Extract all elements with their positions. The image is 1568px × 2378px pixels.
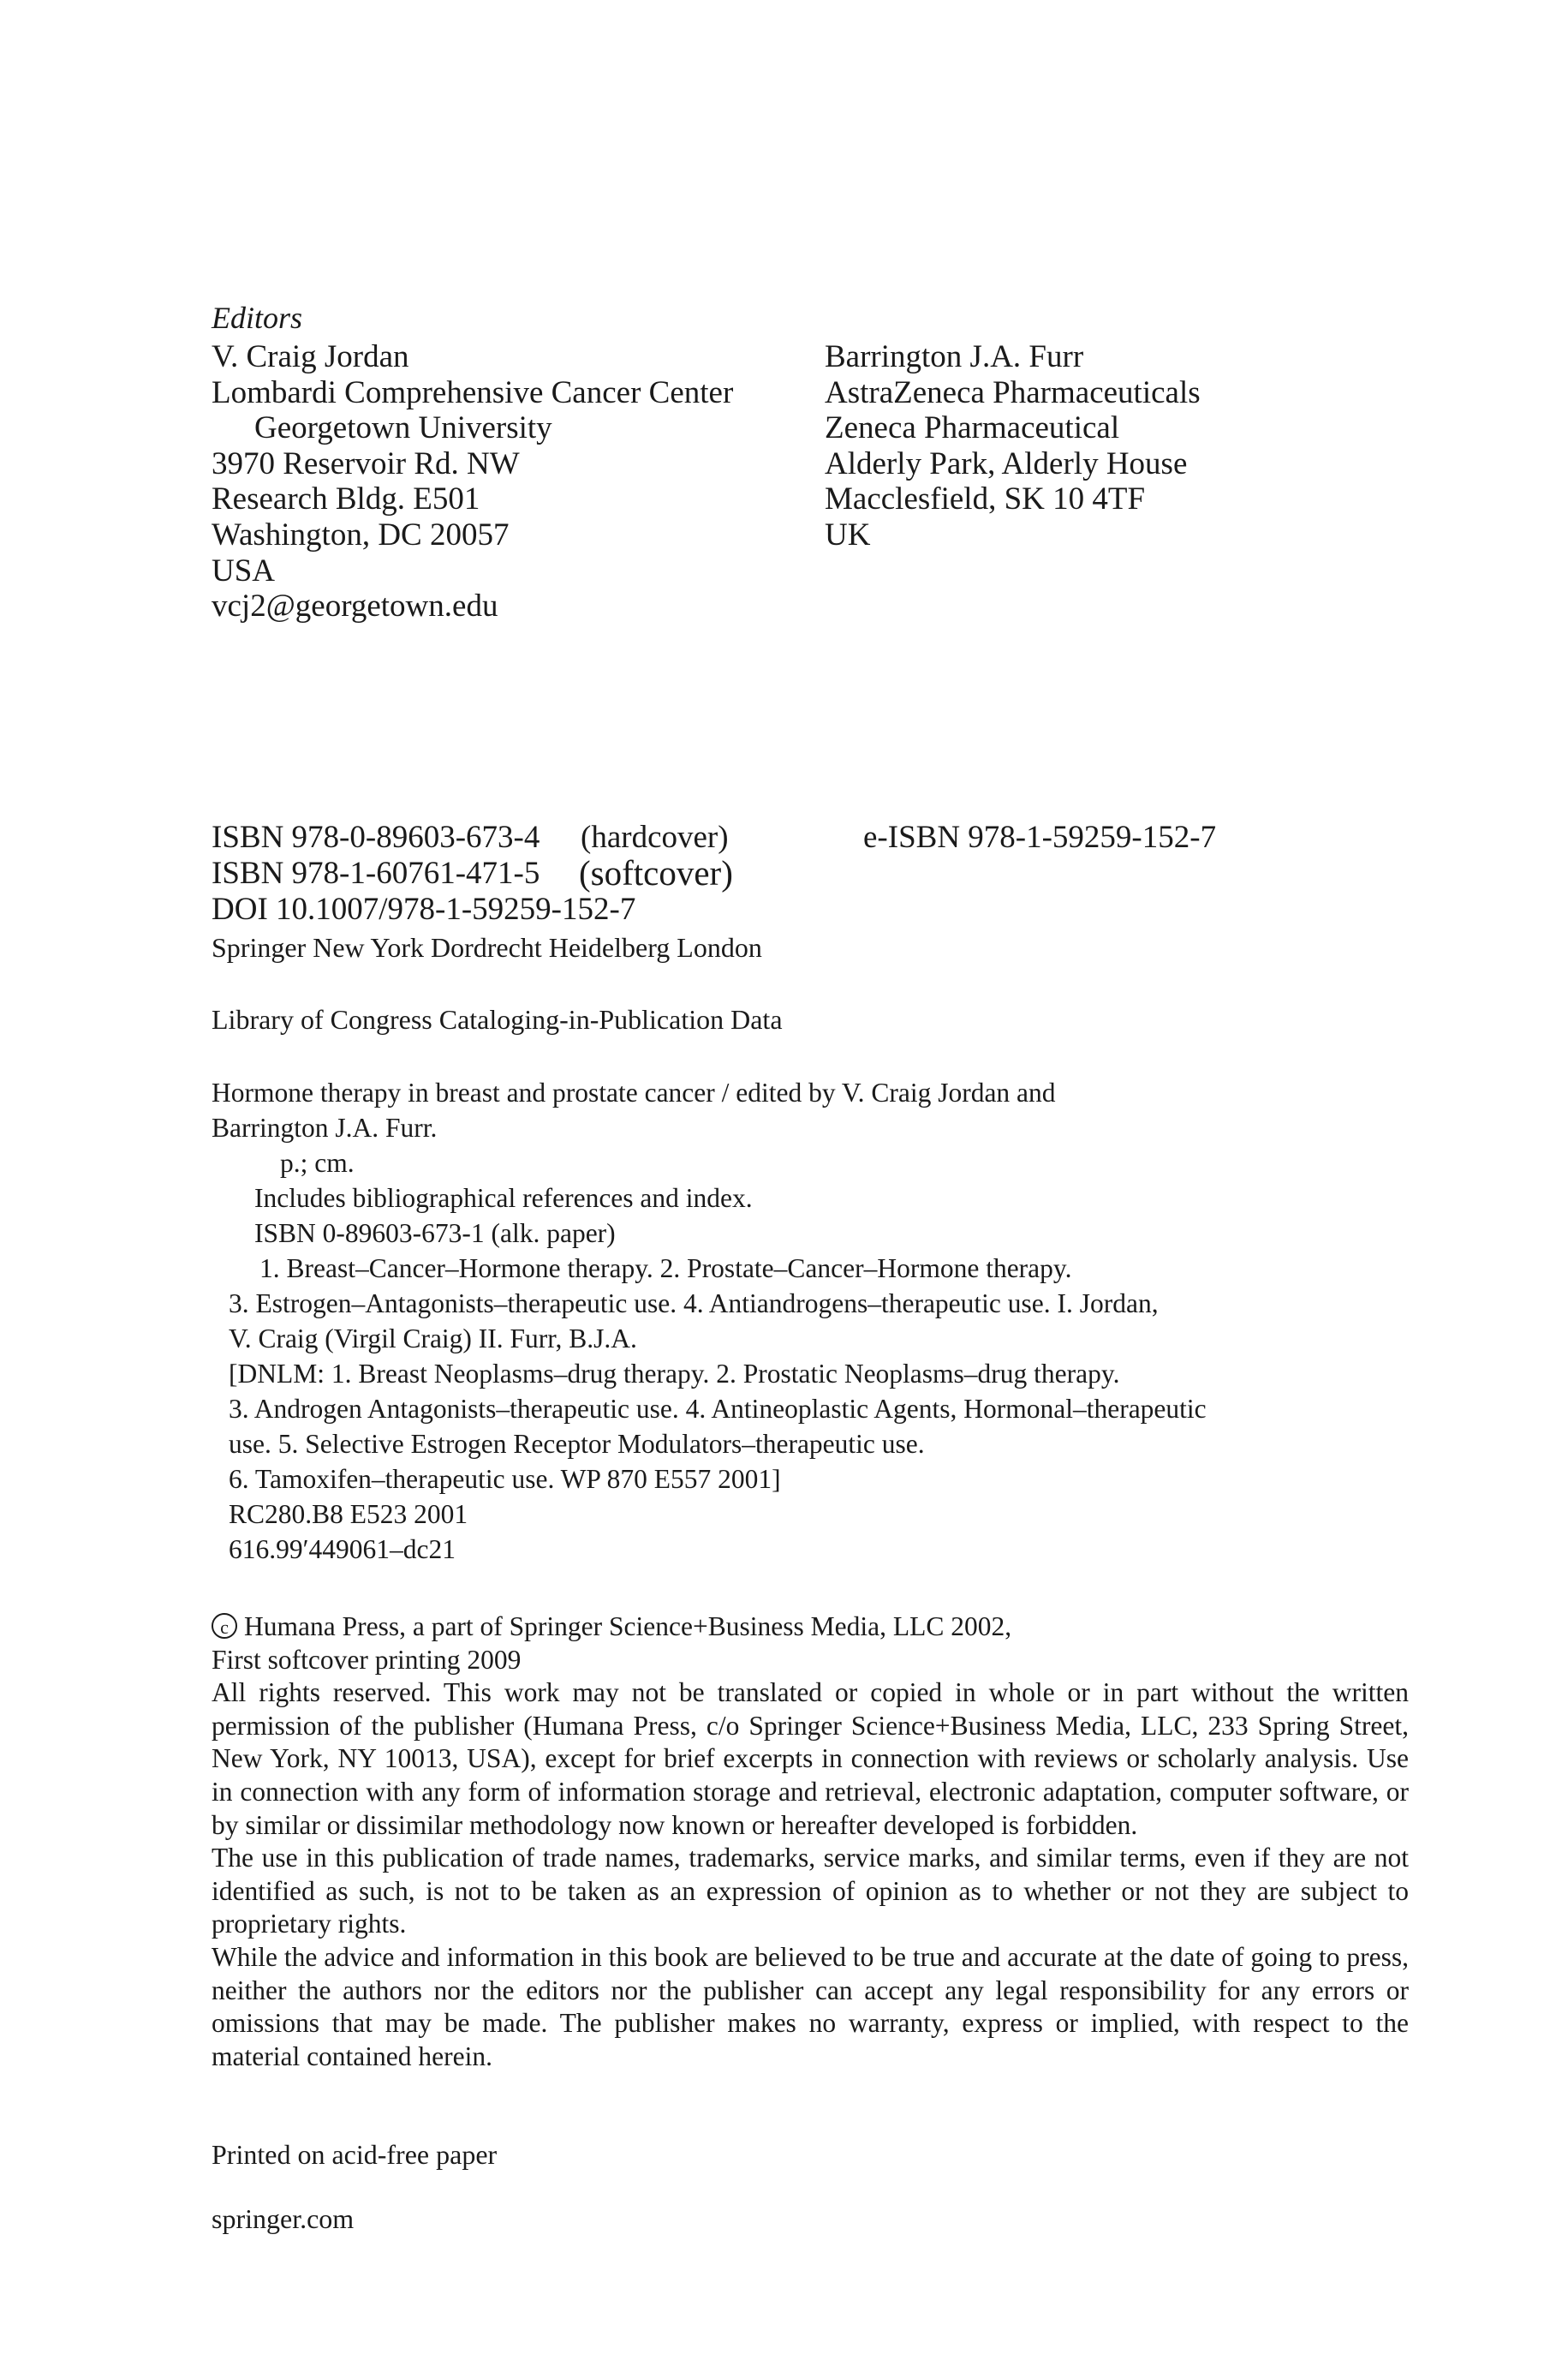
- cip-line: 6. Tamoxifen–therapeutic use. WP 870 E557 2001]: [229, 1464, 781, 1494]
- cip-line: V. Craig (Virgil Craig) II. Furr, B.J.A.: [229, 1323, 637, 1353]
- cip-line: 3. Estrogen–Antagonists–therapeutic use. 4. Antiandrogens–therapeutic use. I. Jordan,: [229, 1288, 1159, 1318]
- cip-line: 616.99′449061–dc21: [229, 1534, 456, 1564]
- editors-heading: Editors: [212, 301, 303, 335]
- editor-name: Barrington J.A. Furr: [825, 339, 1084, 374]
- trademarks-paragraph: The use in this publication of trade names, trademarks, service marks, and similar terms, even if they are not identified as such, is not to be taken as an expression of opinion as to whether or not they are subject to proprietary rights.: [212, 1843, 1409, 1939]
- address-line: Research Bldg. E501: [212, 481, 480, 517]
- eisbn: e-ISBN 978-1-59259-152-7: [863, 820, 1217, 855]
- editor-name: V. Craig Jordan: [212, 339, 409, 374]
- cip-line: p.; cm.: [280, 1148, 355, 1178]
- address-line: Macclesfield, SK 10 4TF: [825, 481, 1146, 517]
- isbn-softcover-label: (softcover): [579, 853, 733, 893]
- editor-jordan-address: [212, 339, 733, 624]
- address-line: USA: [212, 553, 276, 589]
- isbn-softcover: ISBN 978-1-60761-471-5: [212, 856, 540, 891]
- editor-email: vcj2@georgetown.edu: [212, 589, 498, 624]
- address-line: Lombardi Comprehensive Cancer Center: [212, 374, 734, 410]
- cip-line: RC280.B8 E523 2001: [229, 1499, 468, 1529]
- copyright-notice: [212, 1610, 1409, 2073]
- cip-heading: Library of Congress Cataloging-in-Publication Data: [212, 1004, 783, 1035]
- copyright-symbol: c: [212, 1613, 237, 1639]
- address-line: AstraZeneca Pharmaceuticals: [825, 374, 1201, 410]
- disclaimer-paragraph: While the advice and information in this book are believed to be true and accurate at the date of going to press, neither the authors nor the editors nor the publisher can accept any legal responsibility for any errors or omissions that may be made. The publisher makes no warranty, express or implied, with respect to the material contained herein.: [212, 1941, 1409, 2071]
- rights-paragraph: All rights reserved. This work may not be translated or copied in whole or in part without the written permission of the publisher (Humana Press, c/o Springer Science+Business Media, LLC, 233 Spring Street, New York, NY 10013, USA), except for brief excerpts in connection with reviews or scholarly analysis. Use in connection with any form of information storage and retrieval, electronic adaptation, computer software, or by similar or dissimilar methodology now known or hereafter developed is forbidden.: [212, 1677, 1409, 1840]
- address-line: Washington, DC 20057: [212, 517, 510, 553]
- cip-line: use. 5. Selective Estrogen Receptor Modulators–therapeutic use.: [229, 1429, 925, 1459]
- cip-record: [212, 1075, 1410, 1567]
- cip-line: ISBN 0-89603-673-1 (alk. paper): [254, 1218, 616, 1248]
- cip-line: Hormone therapy in breast and prostate cancer / edited by V. Craig Jordan and: [212, 1078, 1056, 1108]
- cip-line: Barrington J.A. Furr.: [212, 1113, 438, 1143]
- cip-line: [DNLM: 1. Breast Neoplasms–drug therapy. 2. Prostatic Neoplasms–drug therapy.: [229, 1359, 1120, 1389]
- address-line: Alderly Park, Alderly House: [825, 445, 1188, 481]
- isbn-hardcover: ISBN 978-0-89603-673-4: [212, 820, 540, 855]
- address-line: 3970 Reservoir Rd. NW: [212, 445, 520, 481]
- cip-line: 1. Breast–Cancer–Hormone therapy. 2. Prostate–Cancer–Hormone therapy.: [259, 1253, 1072, 1283]
- address-line: Zeneca Pharmaceutical: [825, 410, 1120, 446]
- cip-line: Includes bibliographical references and index.: [254, 1183, 753, 1213]
- publisher-cities: Springer New York Dordrecht Heidelberg London: [212, 932, 762, 963]
- acid-free-note: Printed on acid-free paper: [212, 2139, 498, 2170]
- copyright-holder: Humana Press, a part of Springer Science+Business Media, LLC 2002,: [244, 1611, 1012, 1641]
- address-line: UK: [825, 517, 871, 553]
- editor-furr-address: [825, 339, 1201, 553]
- doi: DOI 10.1007/978-1-59259-152-7: [212, 892, 636, 927]
- isbn-hardcover-label: (hardcover): [581, 820, 729, 855]
- copyright-line: [212, 1610, 1409, 1644]
- publisher-website: springer.com: [212, 2203, 355, 2234]
- address-line: Georgetown University: [254, 410, 552, 446]
- cip-line: 3. Androgen Antagonists–therapeutic use. 4. Antineoplastic Agents, Hormonal–therapeutic: [229, 1394, 1207, 1424]
- printing-line: First softcover printing 2009: [212, 1644, 522, 1675]
